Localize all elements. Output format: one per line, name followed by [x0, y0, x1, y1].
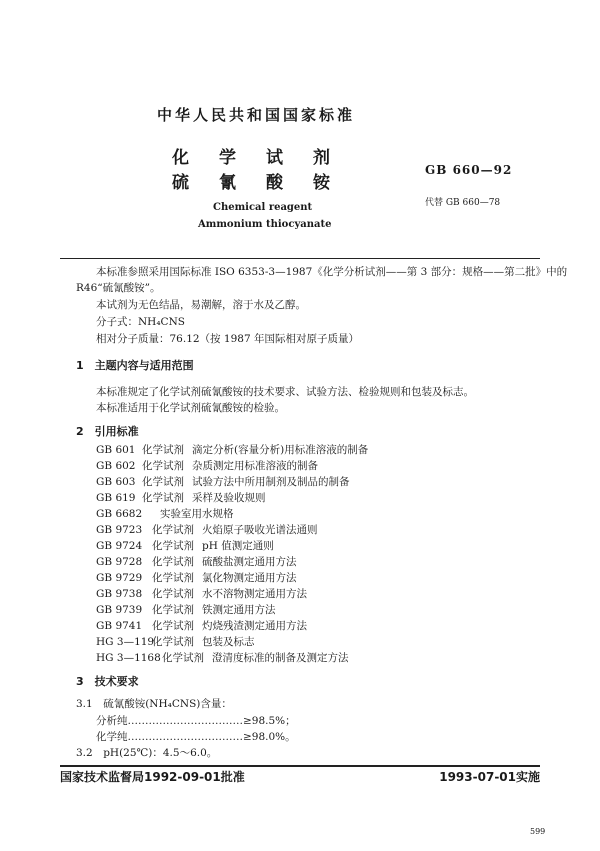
- reference-code: GB 9724: [96, 540, 143, 552]
- footer-divider: [60, 765, 540, 767]
- reference-category: 化学试剂: [152, 524, 194, 536]
- reference-category: 化学试剂: [152, 572, 194, 584]
- standard-number: GB 660—92: [425, 163, 513, 177]
- intro-para1-line2: R46“硫氰酸铵”。: [76, 282, 161, 294]
- grade-chemical: 化学纯……………………………≥98.0%。: [96, 731, 296, 743]
- title-char: 氰: [219, 173, 236, 193]
- reference-item: [96, 491, 266, 505]
- title-char: 剂: [313, 148, 330, 168]
- section-1-line1: 本标准规定了化学试剂硫氰酸铵的技术要求、试验方法、检验规则和包装及标志。: [96, 386, 474, 398]
- reference-item: [96, 443, 368, 457]
- reference-category: 化学试剂: [142, 444, 184, 456]
- title-char: 学: [219, 148, 236, 168]
- reference-code: GB 9723: [96, 524, 143, 536]
- reference-category: 化学试剂: [142, 460, 184, 472]
- intro-para1-line1: 本标准参照采用国际标准 ISO 6353-3—1987《化学分析试剂——第 3 部分：规格——第二批》中的: [96, 266, 568, 278]
- effective-date: 1993-07-01实施: [439, 770, 540, 784]
- national-standard-heading: 中华人民共和国国家标准: [157, 106, 356, 124]
- reference-item: [96, 635, 255, 649]
- reference-code: GB 9741: [96, 620, 143, 632]
- reference-category: 化学试剂: [152, 620, 194, 632]
- reference-code: GB 601: [96, 444, 136, 456]
- reference-title: pH 值测定通则: [202, 540, 274, 552]
- title-char: 化: [172, 148, 189, 168]
- reference-item: [96, 475, 350, 489]
- reference-code: GB 9728: [96, 556, 143, 568]
- reference-title: 包装及标志: [202, 636, 255, 648]
- section-1-line2: 本标准适用于化学试剂硫氰酸铵的检验。: [96, 402, 285, 414]
- molecular-formula: 分子式：NH₄CNS: [96, 316, 185, 328]
- reference-title: 实验室用水规格: [160, 508, 234, 520]
- reference-item: [96, 651, 349, 665]
- reference-title: 采样及验收规则: [192, 492, 266, 504]
- section-3-heading: 3 技术要求: [76, 675, 139, 688]
- reference-item: [96, 555, 297, 569]
- reference-code: HG 3—119: [96, 636, 155, 648]
- grade-analytical: 分析纯……………………………≥98.5%；: [96, 715, 296, 727]
- reference-category: 化学试剂: [162, 652, 204, 664]
- reference-category: 化学试剂: [152, 604, 194, 616]
- intro-para2: 本试剂为无色结晶，易潮解，溶于水及乙醇。: [96, 299, 306, 311]
- title-char: 酸: [266, 173, 283, 193]
- reference-code: GB 9738: [96, 588, 143, 600]
- reference-category: 化学试剂: [142, 476, 184, 488]
- page-number: 599: [530, 827, 546, 836]
- title-char: 硫: [172, 173, 189, 193]
- replaces-standard: 代替 GB 660—78: [425, 198, 501, 208]
- reference-title: 灼烧残渣测定通用方法: [202, 620, 307, 632]
- title-char: 铵: [313, 173, 330, 193]
- reference-item: [96, 571, 297, 585]
- english-title-line2: Ammonium thiocyanate: [198, 219, 332, 230]
- reference-title: 铁测定通用方法: [202, 604, 276, 616]
- reference-item: [96, 539, 274, 553]
- reference-title: 水不溶物测定通用方法: [202, 588, 307, 600]
- section-1-heading: 1 主题内容与适用范围: [76, 359, 194, 372]
- reference-code: GB 6682: [96, 508, 143, 520]
- reference-title: 杂质测定用标准溶液的制备: [192, 460, 318, 472]
- reference-title: 氯化物测定通用方法: [202, 572, 297, 584]
- reference-category: 化学试剂: [152, 588, 194, 600]
- item-3-2: 3.2 pH(25℃)：4.5～6.0。: [76, 747, 218, 759]
- molar-mass: 相对分子质量：76.12（按 1987 年国际相对原子质量）: [96, 333, 359, 345]
- approval-date: 国家技术监督局1992-09-01批准: [60, 770, 245, 784]
- reference-category: 化学试剂: [142, 492, 184, 504]
- reference-item: [96, 459, 318, 473]
- english-title-line1: Chemical reagent: [213, 202, 313, 213]
- reference-title: 硫酸盐测定通用方法: [202, 556, 297, 568]
- reference-item: [96, 619, 307, 633]
- reference-code: GB 603: [96, 476, 136, 488]
- reference-category: 化学试剂: [152, 540, 194, 552]
- reference-title: 滴定分析(容量分析)用标准溶液的制备: [192, 444, 369, 456]
- reference-title: 火焰原子吸收光谱法通则: [202, 524, 318, 536]
- reference-code: GB 602: [96, 460, 136, 472]
- item-3-1: 3.1 硫氰酸铵(NH₄CNS)含量：: [76, 698, 232, 710]
- reference-item: [96, 507, 234, 521]
- reference-item: [96, 523, 318, 537]
- reference-item: [96, 603, 276, 617]
- reference-item: [96, 587, 307, 601]
- title-char: 试: [266, 148, 283, 168]
- reference-code: GB 619: [96, 492, 136, 504]
- reference-code: HG 3—1168: [96, 652, 161, 664]
- reference-title: 澄清度标准的制备及测定方法: [212, 652, 349, 664]
- top-divider: [60, 258, 540, 259]
- reference-code: GB 9729: [96, 572, 143, 584]
- reference-code: GB 9739: [96, 604, 143, 616]
- reference-category: 化学试剂: [152, 556, 194, 568]
- reference-title: 试验方法中所用制剂及制品的制备: [192, 476, 350, 488]
- section-2-heading: 2 引用标准: [76, 425, 139, 438]
- reference-category: 化学试剂: [152, 636, 194, 648]
